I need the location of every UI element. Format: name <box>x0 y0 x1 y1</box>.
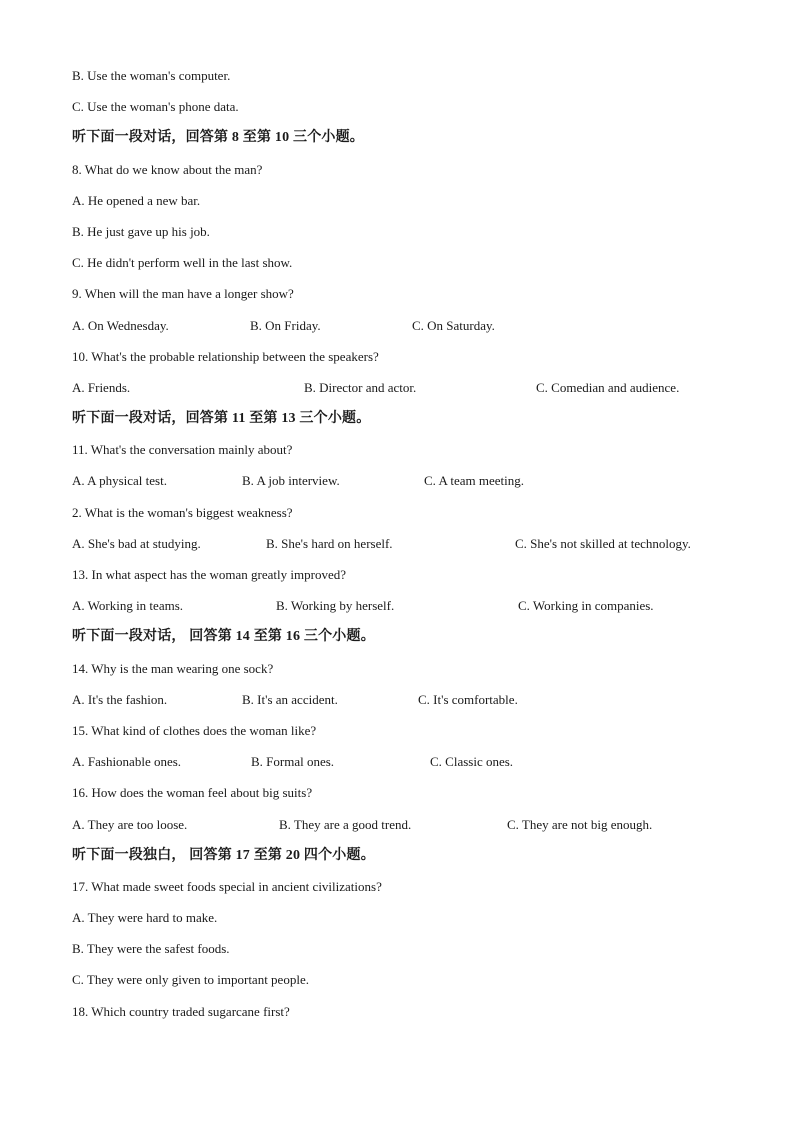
option-b: B. She's hard on herself. <box>266 535 393 551</box>
option-c: C. Comedian and audience. <box>536 379 680 395</box>
options-row <box>72 590 732 621</box>
option-c: C. It's comfortable. <box>418 691 518 707</box>
question-line: 13. In what aspect has the woman greatly improved? <box>72 567 346 582</box>
option-c: C. On Saturday. <box>412 317 495 333</box>
option-line: C. Use the woman's phone data. <box>72 99 239 115</box>
option-a: A. A physical test. <box>72 473 167 489</box>
option-line: C. He didn't perform well in the last show. <box>72 255 293 271</box>
option-a: A. Working in teams. <box>72 598 184 614</box>
option-a: A. On Wednesday. <box>72 317 169 333</box>
options-row <box>72 310 732 341</box>
options-row <box>72 809 732 840</box>
option-a: A. Friends. <box>72 379 131 395</box>
option-b: B. A job interview. <box>242 473 340 489</box>
option-a: A. Fashionable ones. <box>72 754 182 770</box>
section-heading: 听下面一段对话， 回答第 14 至第 16 三个小题。 <box>72 629 375 645</box>
option-c: C. Working in companies. <box>518 598 654 614</box>
option-line: A. They were hard to make. <box>72 910 218 926</box>
option-b: B. Director and actor. <box>304 379 417 395</box>
option-a: A. It's the fashion. <box>72 691 168 707</box>
options-row <box>72 372 732 403</box>
option-b: B. They are a good trend. <box>279 816 412 832</box>
question-line: 14. Why is the man wearing one sock? <box>72 660 274 676</box>
question-line: 9. When will the man have a longer show? <box>72 286 294 302</box>
option-c: C. They are not big enough. <box>507 816 653 832</box>
question-line: 10. What's the probable relationship between the speakers? <box>72 348 379 364</box>
option-line: B. They were the safest foods. <box>72 941 230 957</box>
option-line: B. He just gave up his job. <box>72 223 210 239</box>
option-c: C. Classic ones. <box>430 754 514 770</box>
option-c: C. A team meeting. <box>424 473 525 489</box>
options-row <box>72 528 732 559</box>
option-b: B. It's an accident. <box>242 691 338 707</box>
option-line: B. Use the woman's computer. <box>72 68 231 83</box>
question-line: 16. How does the woman feel about big suits? <box>72 785 313 801</box>
question-line: 15. What kind of clothes does the woman like? <box>72 722 317 738</box>
question-line: 17. What made sweet foods special in ancient civilizations? <box>72 878 382 894</box>
question-line: 8. What do we know about the man? <box>72 161 263 177</box>
option-line: A. He opened a new bar. <box>72 192 201 208</box>
question-line: 11. What's the conversation mainly about? <box>72 442 293 458</box>
section-heading: 听下面一段独白， 回答第 17 至第 20 四个小题。 <box>72 847 375 863</box>
option-b: B. Working by herself. <box>276 598 395 614</box>
question-line: 2. What is the woman's biggest weakness? <box>72 504 293 520</box>
question-line: 18. Which country traded sugarcane first? <box>72 1003 290 1019</box>
option-a: A. She's bad at studying. <box>72 535 201 551</box>
options-row <box>72 746 732 777</box>
option-a: A. They are too loose. <box>72 816 188 832</box>
options-row <box>72 465 732 496</box>
option-b: B. On Friday. <box>250 317 321 333</box>
section-heading: 听下面一段对话，回答第 11 至第 13 三个小题。 <box>72 411 371 427</box>
options-row <box>72 684 732 715</box>
document-page <box>72 60 732 1027</box>
option-b: B. Formal ones. <box>251 754 335 770</box>
option-line: C. They were only given to important people. <box>72 972 309 988</box>
option-c: C. She's not skilled at technology. <box>515 535 691 551</box>
section-heading: 听下面一段对话，回答第 8 至第 10 三个小题。 <box>72 130 364 146</box>
